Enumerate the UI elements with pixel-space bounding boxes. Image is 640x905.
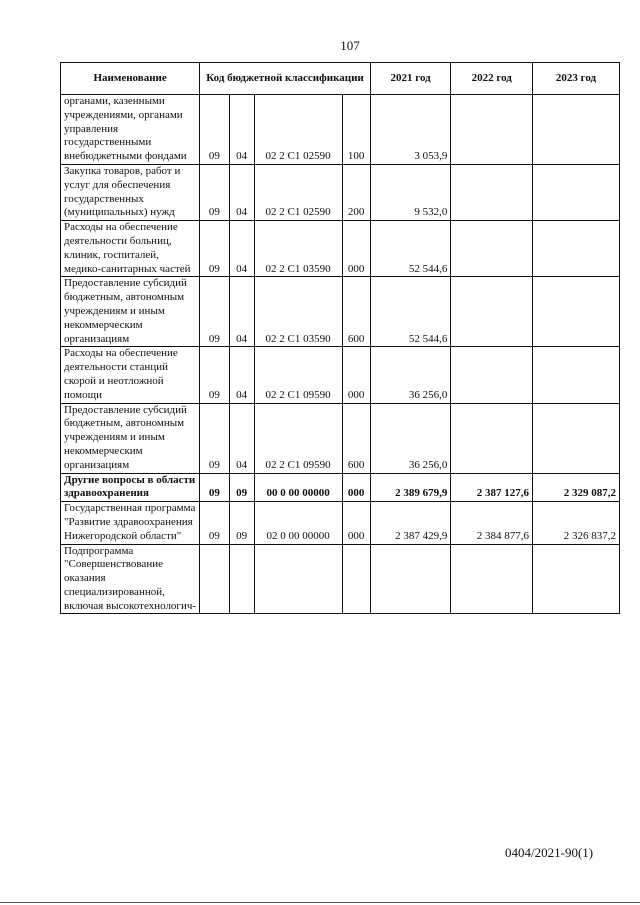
row-2023 (533, 544, 620, 614)
header-2021: 2021 год (370, 63, 451, 95)
row-kind: 000 (342, 347, 370, 403)
row-2021: 36 256,0 (370, 347, 451, 403)
row-2023: 2 329 087,2 (533, 473, 620, 502)
row-target: 02 2 С1 09590 (254, 403, 342, 473)
row-2022 (451, 95, 533, 165)
table-row (61, 403, 620, 473)
row-2021: 52 544,6 (370, 221, 451, 277)
row-subsection: 04 (229, 164, 254, 220)
table-row (61, 164, 620, 220)
row-target: 00 0 00 00000 (254, 473, 342, 502)
row-target: 02 2 С1 03590 (254, 277, 342, 347)
row-2022 (451, 544, 533, 614)
budget-table (60, 62, 620, 614)
row-target: 02 2 С1 02590 (254, 164, 342, 220)
row-section: 09 (200, 403, 229, 473)
row-2022 (451, 221, 533, 277)
table-row (61, 473, 620, 502)
row-section: 09 (200, 95, 229, 165)
row-name: Расходы на обеспечение деятельности больниц, клиник, госпиталей, медико-санитарных частей (61, 221, 200, 277)
row-target: 02 2 С1 03590 (254, 221, 342, 277)
page-number: 107 (340, 38, 360, 53)
row-kind (342, 544, 370, 614)
row-2023 (533, 221, 620, 277)
row-2022 (451, 164, 533, 220)
row-section: 09 (200, 277, 229, 347)
row-subsection: 09 (229, 473, 254, 502)
row-2023 (533, 164, 620, 220)
table-row (61, 544, 620, 614)
row-name: Государственная программа "Развитие здравоохранения Нижегородской области" (61, 502, 200, 544)
row-2021: 3 053,9 (370, 95, 451, 165)
header-name: Наименование (61, 63, 200, 95)
table-row (61, 347, 620, 403)
row-subsection: 04 (229, 277, 254, 347)
table-row (61, 277, 620, 347)
row-subsection: 04 (229, 347, 254, 403)
row-2021: 36 256,0 (370, 403, 451, 473)
row-section (200, 544, 229, 614)
header-classification: Код бюджетной классификации (200, 63, 371, 95)
row-name: Закупка товаров, работ и услуг для обеспечения государственных (муниципальных) нужд (61, 164, 200, 220)
row-2021: 9 532,0 (370, 164, 451, 220)
row-name: Другие вопросы в области здравоохранения (61, 473, 200, 502)
row-kind: 600 (342, 403, 370, 473)
row-2023: 2 326 837,2 (533, 502, 620, 544)
row-name: Расходы на обеспечение деятельности станций скорой и неотложной помощи (61, 347, 200, 403)
row-2022: 2 387 127,6 (451, 473, 533, 502)
row-kind: 200 (342, 164, 370, 220)
table-header-row (61, 63, 620, 95)
header-2022: 2022 год (451, 63, 533, 95)
row-kind: 100 (342, 95, 370, 165)
document-code: 0404/2021-90(1) (505, 845, 594, 860)
row-kind: 000 (342, 473, 370, 502)
row-name: органами, казенными учреждениями, органами управления государственными внебюджетными фондами (61, 95, 200, 165)
row-kind: 600 (342, 277, 370, 347)
row-2021: 52 544,6 (370, 277, 451, 347)
table-row (61, 502, 620, 544)
row-subsection: 04 (229, 221, 254, 277)
row-2023 (533, 347, 620, 403)
row-2022 (451, 277, 533, 347)
table-row (61, 95, 620, 165)
row-target: 02 0 00 00000 (254, 502, 342, 544)
row-2023 (533, 277, 620, 347)
row-section: 09 (200, 347, 229, 403)
row-2023 (533, 403, 620, 473)
row-2021: 2 387 429,9 (370, 502, 451, 544)
row-section: 09 (200, 502, 229, 544)
row-2022 (451, 403, 533, 473)
row-target: 02 2 С1 02590 (254, 95, 342, 165)
row-kind: 000 (342, 221, 370, 277)
row-2021: 2 389 679,9 (370, 473, 451, 502)
row-section: 09 (200, 473, 229, 502)
row-2022 (451, 347, 533, 403)
row-2021 (370, 544, 451, 614)
row-target (254, 544, 342, 614)
row-2023 (533, 95, 620, 165)
row-name: Подпрограмма "Совершенствование оказания специализированной, включая высокотехнологич- (61, 544, 200, 614)
row-kind: 000 (342, 502, 370, 544)
header-2023: 2023 год (533, 63, 620, 95)
row-name: Предоставление субсидий бюджетным, автономным учреждениям и иным некоммерческим организациям (61, 403, 200, 473)
table-row (61, 221, 620, 277)
row-name: Предоставление субсидий бюджетным, автономным учреждениям и иным некоммерческим организациям (61, 277, 200, 347)
row-subsection (229, 544, 254, 614)
row-2022: 2 384 877,6 (451, 502, 533, 544)
row-section: 09 (200, 221, 229, 277)
row-subsection: 09 (229, 502, 254, 544)
row-subsection: 04 (229, 403, 254, 473)
row-target: 02 2 С1 09590 (254, 347, 342, 403)
row-section: 09 (200, 164, 229, 220)
row-subsection: 04 (229, 95, 254, 165)
scan-edge-line (0, 902, 640, 903)
